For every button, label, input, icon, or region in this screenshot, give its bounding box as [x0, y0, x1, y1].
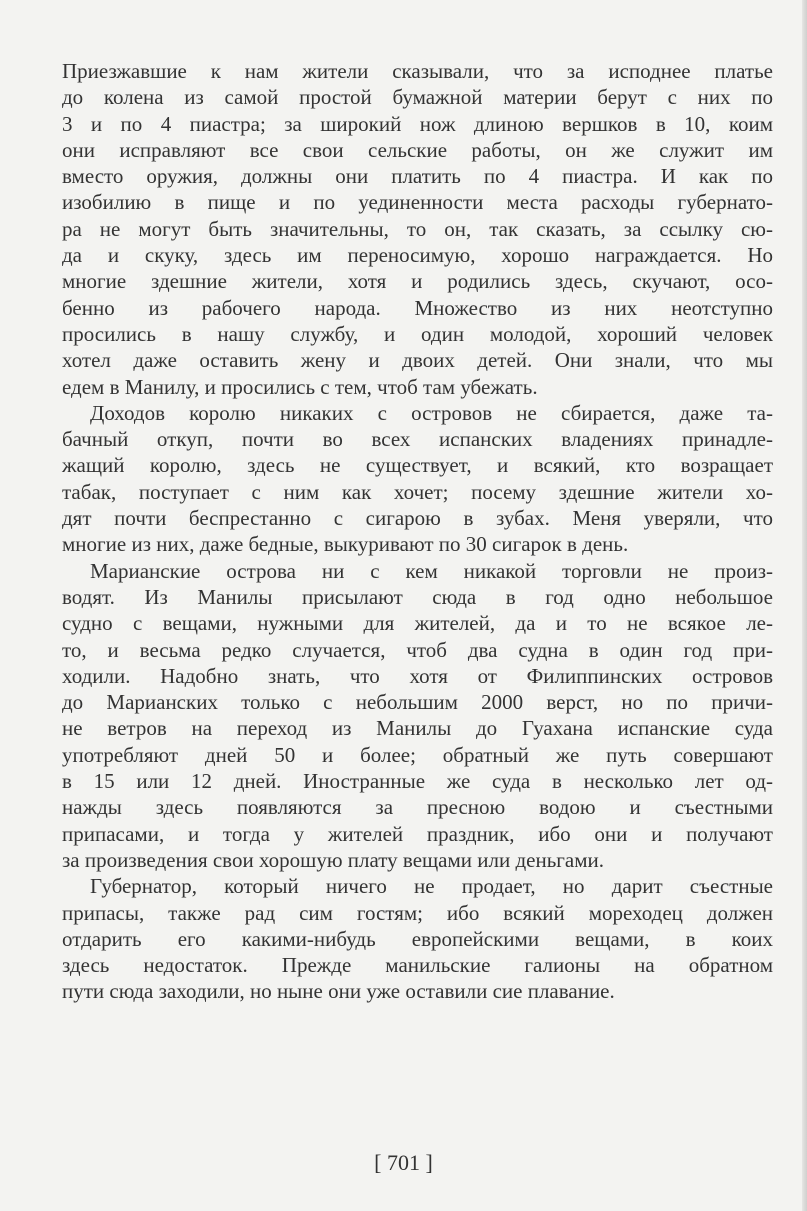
body-text — [62, 58, 773, 1005]
page-edge-shadow — [802, 0, 807, 1211]
page-number: [ 701 ] — [374, 1150, 433, 1175]
text-line: судно с вещами, нужными для жителей, да и то не всякое ле- — [62, 611, 773, 636]
text-line: Доходов королю никаких с островов не сбирается, даже та- — [90, 400, 773, 425]
text-line: бенно из рабочего народа. Множество из них неотступно — [62, 295, 773, 320]
text-line: Губернатор, который ничего не продает, но дарит съестные — [90, 874, 773, 899]
text-line: дят почти беспрестанно с сигарою в зубах. Меня уверяли, что — [62, 506, 773, 531]
text-line: просились в нашу службу, и один молодой, хороший человек — [62, 321, 773, 346]
text-line: нажды здесь появляются за пресною водою и съестными — [62, 795, 773, 820]
text-line: пути сюда заходили, но ныне они уже оставили сие плавание. — [62, 979, 615, 1004]
text-line: здесь недостаток. Прежде манильские галионы на обратном — [62, 953, 773, 978]
text-line: до колена из самой простой бумажной материи берут с них по — [62, 85, 773, 110]
text-line: то, и весьма редко случается, чтоб два судна в один год при- — [62, 637, 773, 662]
text-line: 3 и по 4 пиастра; за широкий нож длиною вершков в 10, коим — [62, 111, 773, 136]
text-line: ходили. Надобно знать, что хотя от Филиппинских островов — [62, 663, 773, 688]
text-line: едем в Манилу, и просились с тем, чтоб там убежать. — [62, 374, 538, 399]
text-line: да и скуку, здесь им переносимую, хорошо награждается. Но — [62, 243, 773, 268]
text-line: бачный откуп, почти во всех испанских владениях принадле- — [62, 427, 773, 452]
text-line: припасы, также рад сим гостям; ибо всякий мореходец должен — [62, 900, 773, 925]
text-line: хотел даже оставить жену и двоих детей. Они знали, что мы — [62, 348, 773, 373]
text-line: многие здешние жители, хотя и родились здесь, скучают, осо- — [62, 269, 773, 294]
text-line: жащий королю, здесь не существует, и всякий, кто возращает — [62, 453, 773, 478]
text-line: не ветров на переход из Манилы до Гуахана испанские суда — [62, 716, 773, 741]
text-line: за произведения свои хорошую плату вещами или деньгами. — [62, 847, 605, 872]
text-line: водят. Из Манилы присылают сюда в год одно небольшое — [62, 584, 773, 609]
text-line: изобилию в пище и по уединенности места расходы губернато- — [62, 190, 773, 215]
text-line: до Марианских только с небольшим 2000 верст, но по причи- — [62, 690, 773, 715]
paragraph — [62, 400, 773, 558]
text-line: в 15 или 12 дней. Иностранные же суда в несколько лет од- — [62, 769, 773, 794]
text-line: они исправляют все свои сельские работы, он же служит им — [62, 137, 773, 162]
text-line: многие из них, даже бедные, выкуривают по 30 сигарок в день. — [62, 532, 629, 557]
text-line: Приезжавшие к нам жители сказывали, что за исподнее платье — [62, 59, 773, 83]
text-line: вместо оружия, должны они платить по 4 пиастра. И как по — [62, 164, 773, 189]
text-line: употребляют дней 50 и более; обратный же путь совершают — [62, 742, 773, 767]
text-line: припасами, и тогда у жителей праздник, ибо они и получают — [62, 821, 773, 846]
text-line: Марианские острова ни с кем никакой торговли не произ- — [90, 558, 773, 583]
text-line: отдарить его какими-нибудь европейскими вещами, в коих — [62, 926, 773, 951]
text-line: табак, поступает с ним как хочет; посему здешние жители хо- — [62, 479, 773, 504]
paragraph — [62, 558, 773, 874]
text-line: ра не могут быть значительны, то он, так сказать, за ссылку сю- — [62, 216, 773, 241]
paragraph — [62, 873, 773, 1004]
paragraph — [62, 58, 773, 400]
